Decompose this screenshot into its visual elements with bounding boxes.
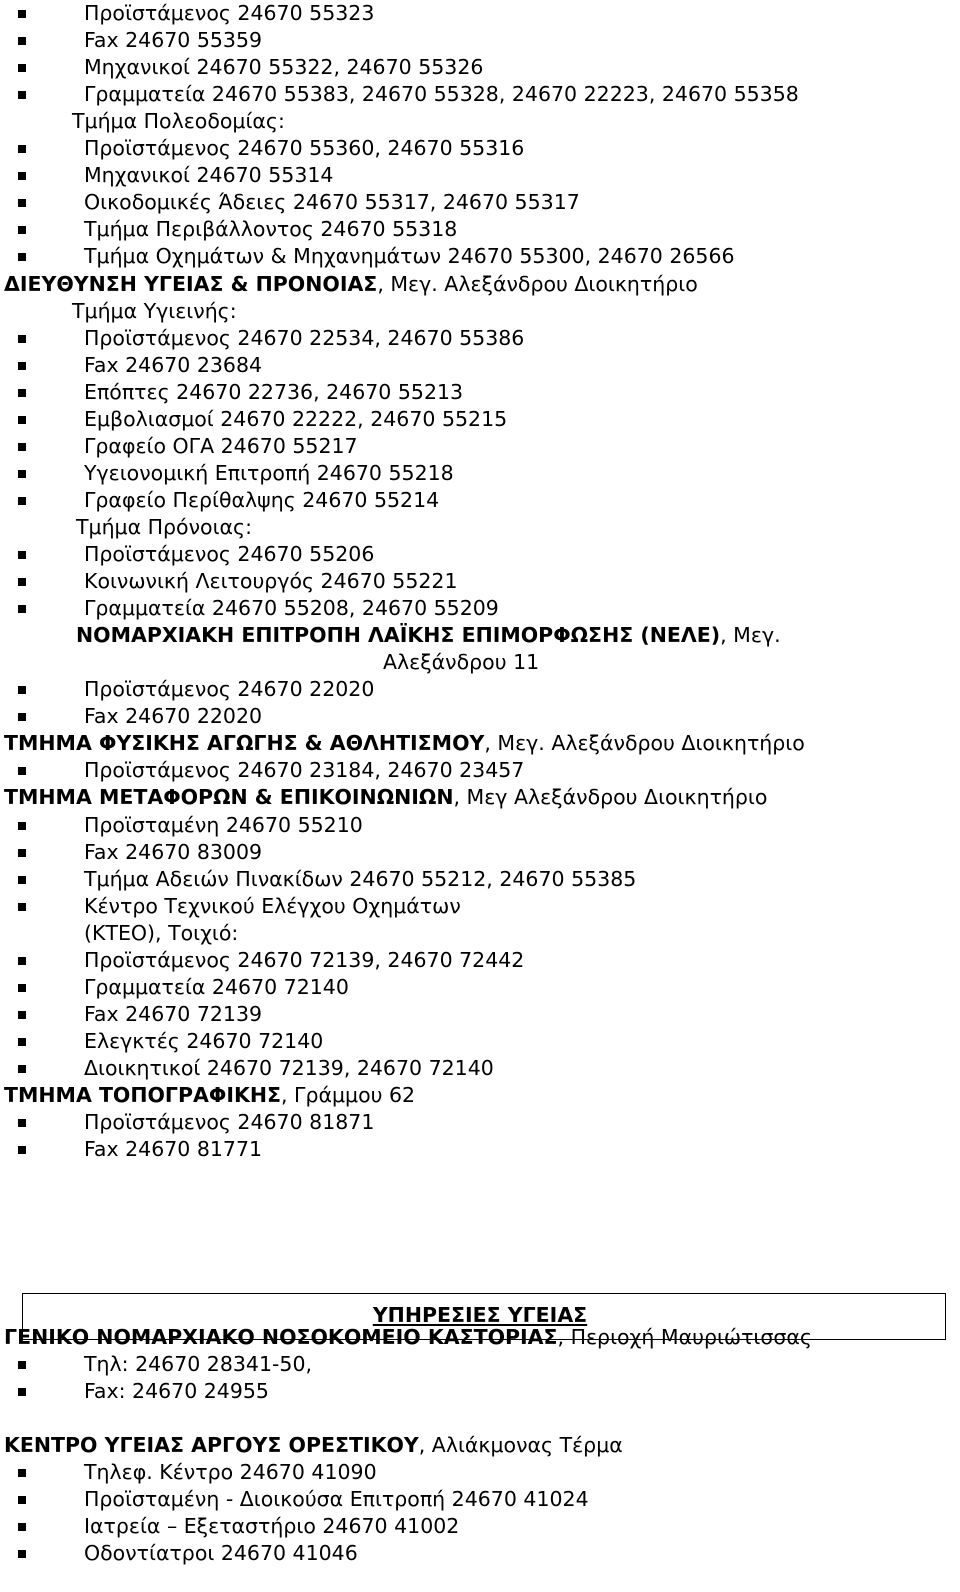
list-item-text: Fax: 24670 24955 [84, 1379, 269, 1404]
bullet-square-icon [18, 226, 26, 234]
list-item-text: Fax 24670 72139 [84, 1001, 263, 1026]
bullet-square-icon [18, 91, 26, 99]
subsection-text: (ΚΤΕΟ), Τοιχιό: [84, 920, 239, 945]
list-item-text: Fax 24670 55359 [84, 28, 263, 53]
list-item-text: Γραφείο Περίθαλψης 24670 55214 [84, 487, 440, 512]
department-address: , Μεγ Αλεξάνδρου Διοικητήριο [453, 785, 768, 810]
bullet-square-icon [18, 172, 26, 180]
list-item-text: Fax 24670 81771 [84, 1137, 263, 1162]
bullet-square-icon [18, 551, 26, 559]
bullet-square-icon [18, 145, 26, 153]
section-title: ΥΠΗΡΕΣΙΕΣ ΥΓΕΙΑΣ [372, 1303, 588, 1327]
list-item-text: Fax 24670 23684 [84, 352, 263, 377]
list-item-text: Fax 24670 83009 [84, 839, 263, 864]
list-item-text: Προϊστάμενος 24670 72139, 24670 72442 [84, 947, 525, 972]
department-address: , Περιοχή Μαυριώτισσας [557, 1325, 812, 1349]
bullet-square-icon [18, 37, 26, 45]
bullet-square-icon [18, 1550, 26, 1558]
list-item-text: Fax 24670 22020 [84, 704, 263, 729]
list-item-text: Υγειονομική Επιτροπή 24670 55218 [84, 460, 454, 485]
list-item-text: Μηχανικοί 24670 55314 [84, 163, 334, 188]
bullet-square-icon [18, 713, 26, 721]
department-name: ΤΜΗΜΑ ΦΥΣΙΚΗΣ ΑΓΩΓΗΣ & ΑΘΛΗΤΙΣΜΟΥ [4, 731, 485, 756]
department-name: ΤΜΗΜΑ ΜΕΤΑΦΟΡΩΝ & ΕΠΙΚΟΙΝΩΝΙΩΝ [4, 785, 454, 810]
list-item-text: Προϊστάμενος 24670 22534, 24670 55386 [84, 325, 525, 350]
list-item-text: Προϊστάμενος 24670 55323 [84, 1, 375, 25]
bullet-square-icon [18, 1469, 26, 1477]
bullet-square-icon [18, 1119, 26, 1127]
list-item-text: Γραμματεία 24670 55383, 24670 55328, 24670 22223, 24670 55358 [84, 82, 799, 107]
bullet-square-icon [18, 10, 26, 18]
bullet-square-icon [18, 767, 26, 775]
bullet-square-icon [18, 443, 26, 451]
bullet-square-icon [18, 389, 26, 397]
department-address: , Μεγ. Αλεξάνδρου Διοικητήριο [484, 731, 805, 756]
list-item-text: Προϊσταμένη 24670 55210 [84, 812, 363, 837]
bullet-square-icon [18, 416, 26, 424]
list-item-text: Προϊστάμενος 24670 55206 [84, 542, 375, 566]
department-name: ΚΕΝΤΡΟ ΥΓΕΙΑΣ ΑΡΓΟΥΣ ΟΡΕΣΤΙΚΟΥ [4, 1433, 419, 1458]
bullet-square-icon [18, 362, 26, 370]
list-item-text: Τηλεφ. Κέντρο 24670 41090 [84, 1460, 377, 1485]
subsection-text: Τμήμα Πρόνοιας: [76, 514, 252, 539]
list-item-text: Γραμματεία 24670 72140 [84, 974, 349, 999]
list-item-text: Προϊστάμενος 24670 23184, 24670 23457 [84, 758, 525, 783]
department-address: , Μεγ. [720, 623, 781, 648]
department-name: ΤΜΗΜΑ ΤΟΠΟΓΡΑΦΙΚΗΣ [4, 1083, 281, 1107]
bullet-square-icon [18, 1146, 26, 1154]
subsection-text: Τμήμα Υγιεινής: [72, 298, 237, 323]
bullet-square-icon [18, 253, 26, 261]
bullet-square-icon [18, 1011, 26, 1019]
department-name: ΓΕΝΙΚΟ ΝΟΜΑΡΧΙΑΚΟ ΝΟΣΟΚΟΜΕΙΟ ΚΑΣΤΟΡΙΑΣ [4, 1325, 558, 1349]
bullet-square-icon [18, 470, 26, 478]
bullet-square-icon [18, 199, 26, 207]
list-item-text: Μηχανικοί 24670 55322, 24670 55326 [84, 55, 484, 80]
bullet-square-icon [18, 822, 26, 830]
bullet-square-icon [18, 957, 26, 965]
bullet-square-icon [18, 1038, 26, 1046]
department-name: ΔΙΕΥΘΥΝΣΗ ΥΓΕΙΑΣ & ΠΡΟΝΟΙΑΣ [4, 271, 378, 296]
subsection-text: Αλεξάνδρου 11 [383, 650, 540, 675]
bullet-square-icon [18, 497, 26, 505]
bullet-square-icon [18, 64, 26, 72]
department-address: , Αλιάκμονας Τέρμα [418, 1433, 623, 1458]
bullet-square-icon [18, 1065, 26, 1073]
list-item-text: Διοικητικοί 24670 72139, 24670 72140 [84, 1055, 494, 1080]
department-name: ΝΟΜΑΡΧΙΑΚΗ ΕΠΙΤΡΟΠΗ ΛΑΪΚΗΣ ΕΠΙΜΟΡΦΩΣΗΣ (ΝΕΛΕ) [76, 623, 721, 648]
bullet-square-icon [18, 984, 26, 992]
list-item-text: Προϊστάμενος 24670 55360, 24670 55316 [84, 136, 525, 161]
list-item-text: Κέντρο Τεχνικού Ελέγχου Οχημάτων [84, 893, 461, 918]
list-item-text: Τμήμα Αδειών Πινακίδων 24670 55212, 24670 55385 [84, 866, 637, 891]
list-item-text: Γραμματεία 24670 55208, 24670 55209 [84, 596, 499, 621]
list-item-text: Γραφείο ΟΓΑ 24670 55217 [84, 433, 358, 458]
department-address: , Γράμμου 62 [281, 1083, 416, 1107]
bullet-square-icon [18, 1523, 26, 1531]
list-item-text: Οικοδομικές Άδειες 24670 55317, 24670 55317 [84, 190, 580, 215]
bullet-square-icon [18, 605, 26, 613]
list-item-text: Τμήμα Περιβάλλοντος 24670 55318 [84, 217, 458, 242]
bullet-square-icon [18, 335, 26, 343]
list-item-text: Κοινωνική Λειτουργός 24670 55221 [84, 569, 458, 594]
bullet-square-icon [18, 849, 26, 857]
bullet-square-icon [18, 1496, 26, 1504]
department-address: , Μεγ. Αλεξάνδρου Διοικητήριο [377, 271, 698, 296]
list-item-text: Προϊστάμενος 24670 81871 [84, 1110, 375, 1135]
bullet-square-icon [18, 876, 26, 884]
list-item-text: Προϊσταμένη - Διοικούσα Επιτροπή 24670 41024 [84, 1487, 589, 1512]
subsection-text: Τμήμα Πολεοδομίας: [72, 109, 285, 134]
list-item-text: Οδοντίατροι 24670 41046 [84, 1541, 358, 1566]
list-item-text: Ελεγκτές 24670 72140 [84, 1028, 324, 1053]
list-item-text: Επόπτες 24670 22736, 24670 55213 [84, 379, 464, 404]
bullet-square-icon [18, 903, 26, 911]
list-item-text: Εμβολιασμοί 24670 22222, 24670 55215 [84, 406, 508, 431]
list-item-text: Ιατρεία – Εξεταστήριο 24670 41002 [84, 1514, 460, 1539]
bullet-square-icon [18, 578, 26, 586]
bullet-square-icon [18, 1388, 26, 1396]
bullet-square-icon [18, 1361, 26, 1369]
bullet-square-icon [18, 686, 26, 694]
list-item-text: Προϊστάμενος 24670 22020 [84, 677, 375, 702]
list-item-text: Τηλ: 24670 28341-50, [84, 1352, 313, 1377]
list-item-text: Τμήμα Οχημάτων & Μηχανημάτων 24670 55300, 24670 26566 [84, 244, 735, 269]
